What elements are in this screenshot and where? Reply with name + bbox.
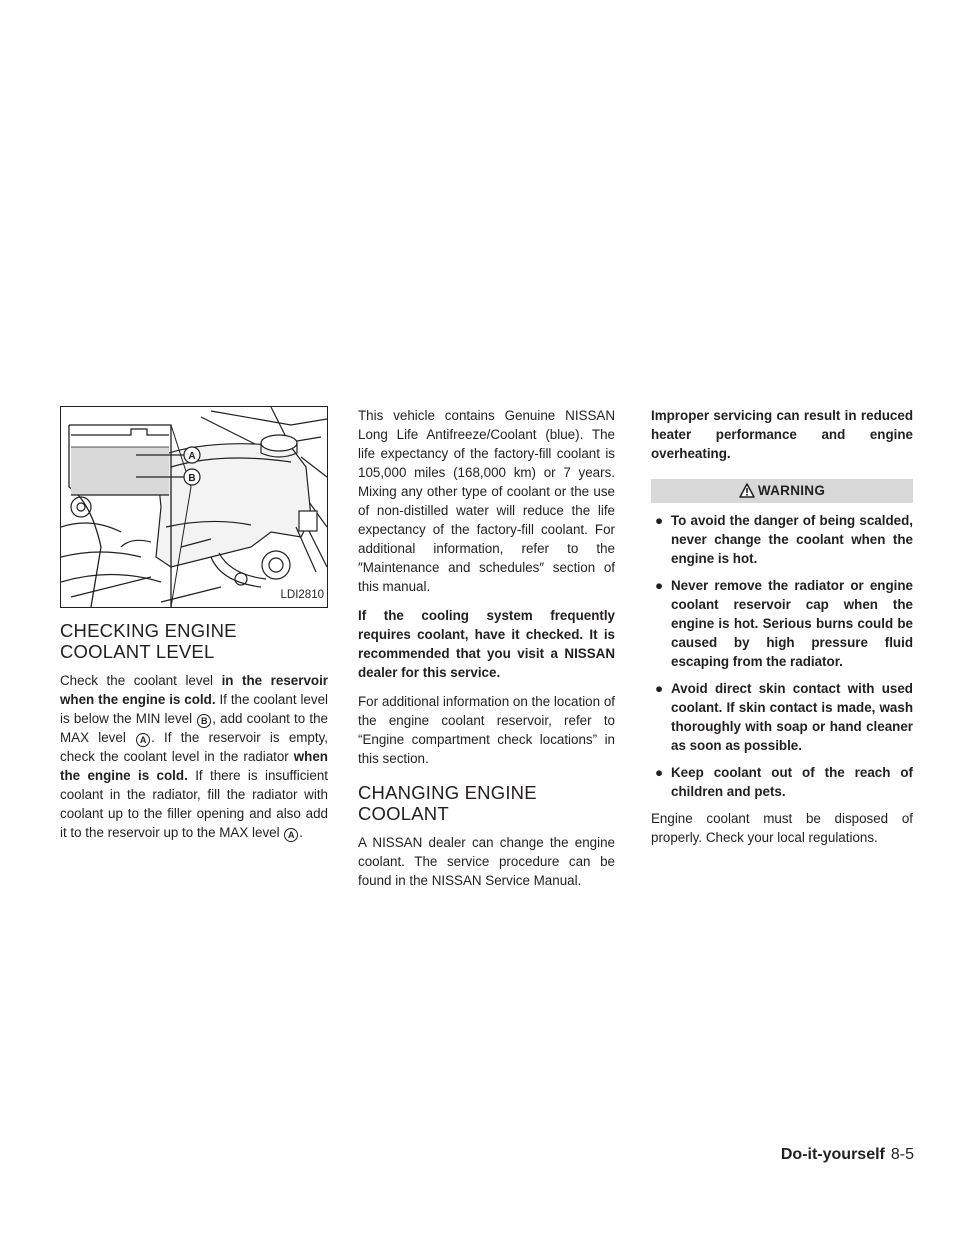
column-right bbox=[651, 406, 913, 857]
warning-banner bbox=[651, 479, 913, 503]
warning-item: ● To avoid the danger of being scalded, never change the coolant when the engine is hot. bbox=[655, 513, 913, 566]
warning-title: WARNING bbox=[757, 483, 826, 498]
column-left bbox=[60, 406, 328, 852]
figure-code: LDI2810 bbox=[280, 589, 324, 601]
checking-paragraph: Check the coolant level in the reservoir when the engine is cold. If the coolant level is below the MIN level B , add coolant to the MAX level A . If the reservoir is empty, check the coolant level in the radiator when the engine is cold. If there is insufficient coolant in the radiator, fill the radiator with coolant up to the filler opening and also add it to the reservoir up to the MAX level A . bbox=[60, 673, 329, 840]
footer-section: Do-it-yourself bbox=[780, 1146, 885, 1163]
warning-item: ● Keep coolant out of the reach of children and pets. bbox=[655, 765, 913, 799]
page-number: 8-5 bbox=[890, 1146, 914, 1163]
frequent-coolant-notice: If the cooling system frequently requires coolant, have it checked. It is recommended that you visit a NISSAN dealer for this service. bbox=[358, 608, 615, 680]
engine-bay-illustration bbox=[61, 407, 327, 607]
reservoir-location-paragraph: For additional information on the location of the engine coolant reservoir, refer to “Engine compartment check locations” in this section. bbox=[358, 694, 615, 766]
marker-b: B bbox=[197, 714, 211, 728]
improper-servicing-notice: Improper servicing can result in reduced heater performance and engine overheating. bbox=[651, 408, 913, 461]
warning-item: ● Never remove the radiator or engine coolant reservoir cap when the engine is hot. Serious burns could be caused by high pressure fluid escaping from the radiator. bbox=[655, 578, 913, 669]
changing-heading: CHANGING ENGINE COOLANT bbox=[358, 782, 537, 824]
coolant-info-paragraph: This vehicle contains Genuine NISSAN Long Life Antifreeze/Coolant (blue). The life expectancy of the factory-fill coolant is 105,000 miles (168,000 km) or 7 years. Mixing any other type of coolant or the use of non-distilled water will reduce the life expectancy of the factory-fill coolant. For additional information, refer to the ″Maintenance and schedules″ section of this manual. bbox=[358, 408, 615, 594]
marker-a: A bbox=[284, 828, 298, 842]
warning-list bbox=[651, 511, 913, 801]
checking-heading: CHECKING ENGINE COOLANT LEVEL bbox=[60, 620, 237, 662]
label-b: B bbox=[188, 473, 196, 484]
page-footer bbox=[781, 1146, 914, 1164]
label-a: A bbox=[188, 451, 196, 462]
disposal-paragraph: Engine coolant must be disposed of properly. Check your local regulations. bbox=[651, 811, 913, 845]
coolant-reservoir-figure bbox=[60, 406, 328, 608]
marker-a: A bbox=[136, 733, 150, 747]
warning-triangle-icon bbox=[739, 482, 755, 506]
changing-paragraph: A NISSAN dealer can change the engine coolant. The service procedure can be found in the NISSAN Service Manual. bbox=[358, 835, 615, 888]
column-middle bbox=[358, 406, 615, 900]
warning-item: ● Avoid direct skin contact with used coolant. If skin contact is made, wash thoroughly with soap or hand cleaner as soon as possible. bbox=[655, 681, 913, 753]
